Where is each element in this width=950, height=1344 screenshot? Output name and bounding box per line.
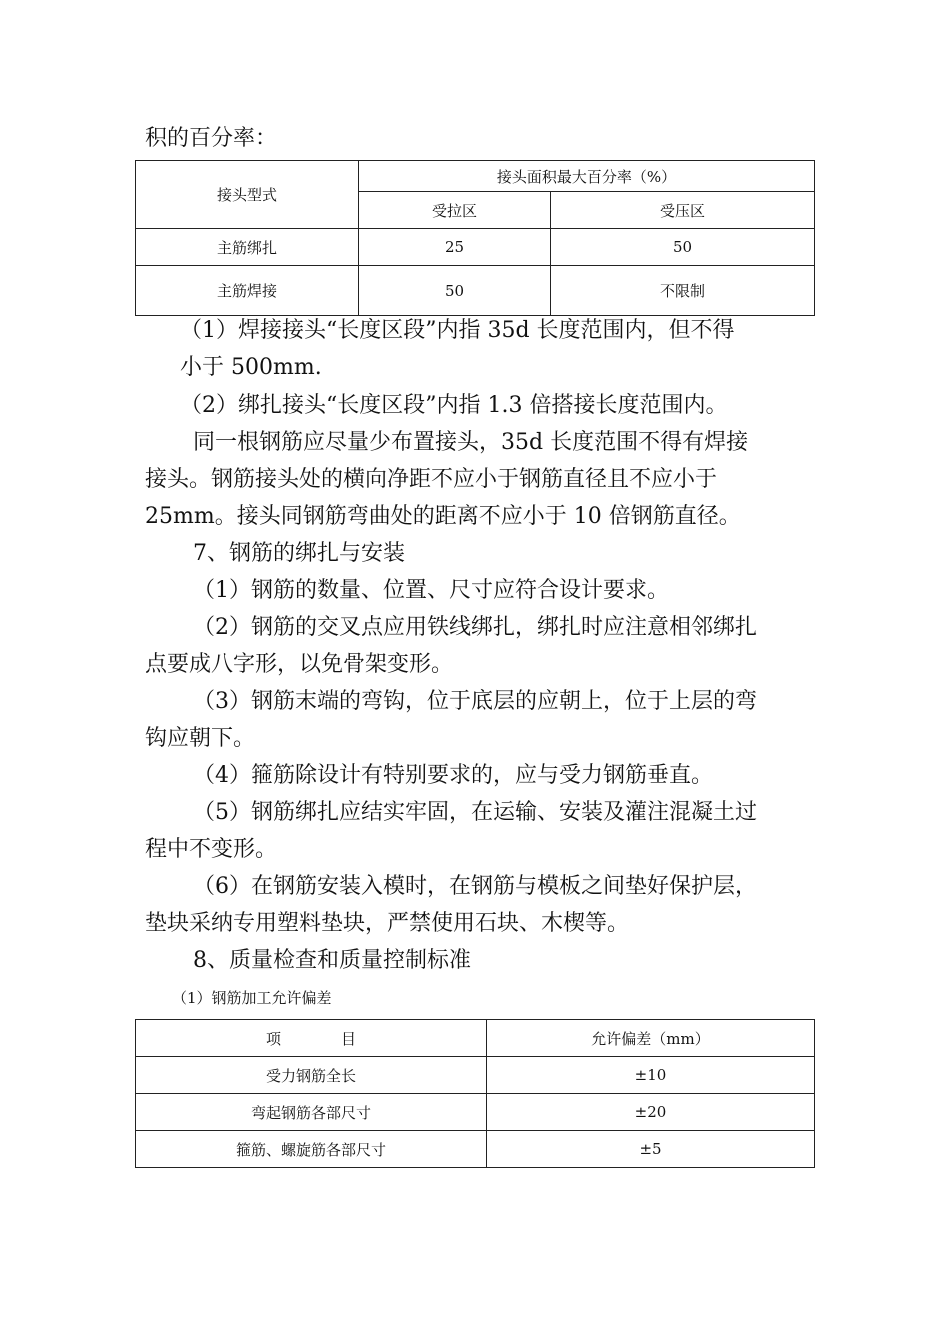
- paragraph-line: 25mm。接头同钢筋弯曲处的距离不应小于 10 倍钢筋直径。: [145, 504, 741, 529]
- paragraph-line: （1）钢筋的数量、位置、尺寸应符合设计要求。: [193, 578, 669, 603]
- paragraph-line: 接头。钢筋接头处的横向净距不应小于钢筋直径且不应小于: [145, 467, 718, 492]
- paragraph-line: （2）钢筋的交叉点应用铁线绑扎，绑扎时应注意相邻绑扎: [193, 615, 757, 640]
- paragraph-line: （3）钢筋末端的弯钩，位于底层的应朝上，位于上层的弯: [193, 689, 757, 714]
- table-row: [136, 1057, 815, 1094]
- paragraph-line: （4）箍筋除设计有特别要求的，应与受力钢筋垂直。: [193, 763, 713, 788]
- table-row: [136, 1131, 815, 1168]
- table-caption: （1）钢筋加工允许偏差: [172, 989, 332, 1007]
- paragraph-line: （2）绑扎接头“长度区段”内指 1.3 倍搭接长度范围内。: [180, 393, 728, 418]
- cell-item: 弯起钢筋各部尺寸: [136, 1094, 487, 1131]
- paragraph-line: 小于 500mm.: [180, 355, 322, 380]
- header-joint-type: 接头型式: [136, 161, 359, 229]
- cell-tension: 50: [359, 266, 551, 316]
- cell-type: 主筋焊接: [136, 266, 359, 316]
- paragraph-line: 同一根钢筋应尽量少布置接头，35d 长度范围不得有焊接: [193, 430, 749, 455]
- header-tension-zone: 受拉区: [359, 192, 551, 229]
- paragraph-line: 垫块采纳专用塑料垫块，严禁使用石块、木楔等。: [145, 911, 630, 936]
- paragraph-line: 程中不变形。: [145, 837, 278, 862]
- paragraph-line: （6）在钢筋安装入模时，在钢筋与模板之间垫好保护层，: [193, 874, 757, 899]
- paragraph-line: （5）钢筋绑扎应结实牢固，在运输、安装及灌注混凝土过: [193, 800, 757, 825]
- header-tolerance: 允许偏差（mm）: [487, 1020, 815, 1057]
- paragraph-line: 钩应朝下。: [145, 726, 256, 751]
- table-row: [136, 1094, 815, 1131]
- cell-item: 箍筋、螺旋筋各部尺寸: [136, 1131, 487, 1168]
- paragraph-line: 点要成八字形，以免骨架变形。: [145, 652, 454, 677]
- header-area-percent: 接头面积最大百分率（%）: [359, 161, 815, 192]
- tolerance-table: [135, 1019, 815, 1168]
- cell-type: 主筋绑扎: [136, 229, 359, 266]
- intro-line: 积的百分率：: [145, 126, 278, 151]
- joint-area-table: [135, 160, 815, 316]
- table-row: [136, 229, 815, 266]
- cell-tolerance: ±20: [487, 1094, 815, 1131]
- cell-tolerance: ±10: [487, 1057, 815, 1094]
- cell-compression: 不限制: [551, 266, 815, 316]
- table-row: [136, 266, 815, 316]
- header-compression-zone: 受压区: [551, 192, 815, 229]
- section-heading: 7、钢筋的绑扎与安装: [193, 541, 405, 566]
- paragraph-line: （1）焊接接头“长度区段”内指 35d 长度范围内，但不得: [180, 318, 735, 343]
- section-heading: 8、质量检查和质量控制标准: [193, 948, 471, 973]
- cell-compression: 50: [551, 229, 815, 266]
- header-item: 项 目: [136, 1020, 487, 1057]
- cell-tension: 25: [359, 229, 551, 266]
- cell-item: 受力钢筋全长: [136, 1057, 487, 1094]
- cell-tolerance: ±5: [487, 1131, 815, 1168]
